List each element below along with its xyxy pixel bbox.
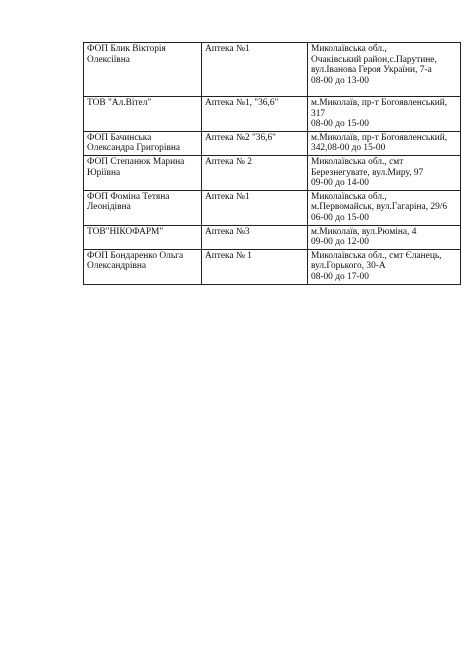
pharmacy-line: Аптека №1 — [205, 191, 250, 202]
address-cell — [308, 190, 461, 225]
owner-line: Олексіївна — [87, 54, 130, 65]
address-line: 08-00 до 13-00 — [311, 75, 369, 86]
address-line: м.Миколаїв, вул.Рюміна, 4 — [311, 226, 417, 237]
pharmacy-line: Аптека №1, "36,6" — [205, 98, 279, 108]
owner-line: ФОП Блик Вікторія — [87, 44, 166, 54]
address-line: Миколаївська обл., смт — [311, 156, 404, 167]
pharmacy-line: Аптека № 2 — [205, 156, 252, 167]
table-row — [84, 97, 461, 132]
address-line: м.Первомайськ, вул.Гагаріна, 29/6 — [311, 202, 448, 213]
address-cell — [308, 155, 461, 190]
address-line: вул.Іванова Героя України, 7-а — [311, 65, 432, 76]
address-line: Миколаївська обл., смт Єланець, — [311, 250, 442, 261]
pharmacy-cell — [202, 190, 308, 225]
address-line: 09-00 до 14-00 — [311, 178, 369, 189]
address-line: м.Миколаїв, пр-т Богоявленський, — [311, 98, 448, 108]
address-line: 06-00 до 15-00 — [311, 212, 369, 223]
address-line: вул.Горького, 30-А — [311, 261, 386, 272]
address-line: Березнегувате, вул.Миру, 97 — [311, 167, 424, 178]
address-line: 08-00 до 15-00 — [311, 119, 369, 130]
pharmacy-cell — [202, 43, 308, 97]
pharmacy-table — [83, 42, 461, 285]
address-line: 317 — [311, 108, 326, 119]
pharmacy-cell — [202, 249, 308, 284]
owner-line: ТОВ"НІКОФАРМ" — [87, 226, 164, 237]
owner-line: ФОП Бачинська — [87, 132, 152, 143]
owner-cell — [84, 131, 202, 155]
pharmacy-line: Аптека №3 — [205, 226, 250, 237]
table-row — [84, 225, 461, 249]
address-cell — [308, 43, 461, 97]
address-line: м.Миколаїв, пр-т Богоявленський, — [311, 132, 448, 143]
owner-cell — [84, 155, 202, 190]
owner-cell — [84, 190, 202, 225]
address-line: Миколаївська обл., — [311, 44, 387, 54]
address-cell — [308, 97, 461, 132]
pharmacy-line: Аптека №1 — [205, 44, 250, 54]
address-cell — [308, 225, 461, 249]
address-line: Очаківський район,с.Парутине, — [311, 54, 437, 65]
address-cell — [308, 249, 461, 284]
pharmacy-cell — [202, 97, 308, 132]
owner-line: Олександра Григорівна — [87, 143, 181, 154]
pharmacy-cell — [202, 155, 308, 190]
owner-cell — [84, 43, 202, 97]
pharmacy-line: Аптека №2 "36,6" — [205, 132, 276, 143]
pharmacy-cell — [202, 131, 308, 155]
owner-cell — [84, 249, 202, 284]
table-row — [84, 131, 461, 155]
owner-line: ТОВ "Ал.Вітел" — [87, 98, 152, 108]
table-row — [84, 155, 461, 190]
table-row — [84, 249, 461, 284]
owner-line: Леонідівна — [87, 202, 131, 213]
address-line: Миколаївська обл., — [311, 191, 387, 202]
address-line: 09-00 до 12-00 — [311, 237, 369, 248]
pharmacy-table-body — [84, 43, 461, 285]
pharmacy-line: Аптека № 1 — [205, 250, 252, 261]
table-row — [84, 43, 461, 97]
owner-line: Юріївна — [87, 167, 121, 178]
address-line: 08-00 до 17-00 — [311, 271, 369, 282]
owner-line: Олександрівна — [87, 261, 147, 272]
address-line: 342,08-00 до 15-00 — [311, 143, 386, 154]
pharmacy-cell — [202, 225, 308, 249]
owner-line: ФОП Фоміна Тетяна — [87, 191, 170, 202]
owner-line: ФОП Степанюк Марина — [87, 156, 185, 167]
owner-cell — [84, 97, 202, 132]
table-row — [84, 190, 461, 225]
owner-cell — [84, 225, 202, 249]
owner-line: ФОП Бондаренко Ольга — [87, 250, 184, 261]
address-cell — [308, 131, 461, 155]
